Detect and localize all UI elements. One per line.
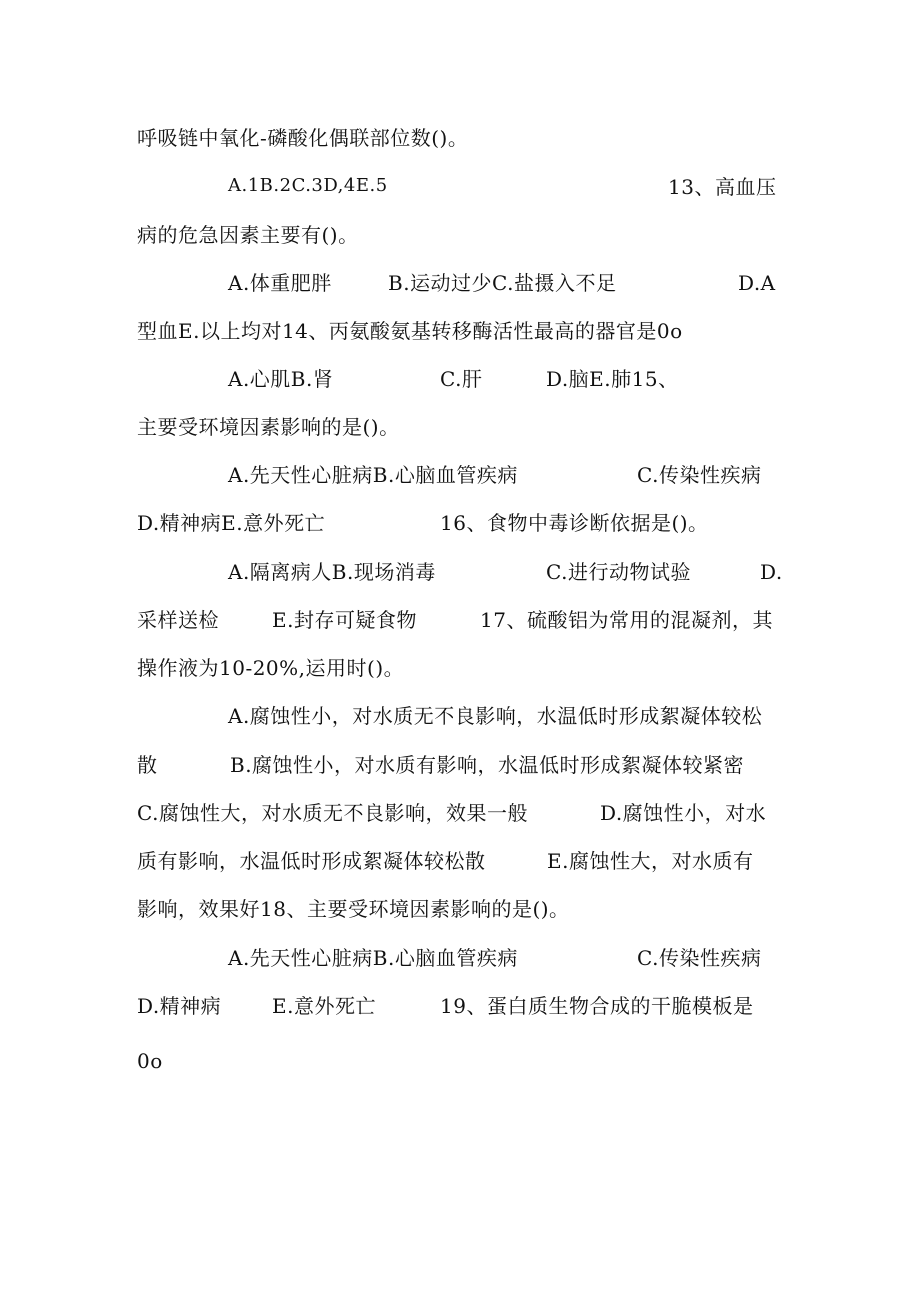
text-line: 13、高血压 <box>668 175 777 199</box>
text-line: D.精神病E.意外死亡 <box>137 511 326 535</box>
text-line: 病的危急因素主要有()。 <box>137 223 359 247</box>
text-line: 型血E.以上均对14、丙氨酸氨基转移酶活性最高的器官是0o <box>137 319 683 343</box>
text-line: E.意外死亡 <box>272 994 376 1018</box>
text-line: 19、蛋白质生物合成的干脆模板是 <box>440 994 754 1018</box>
text-line: E.封存可疑食物 <box>272 608 417 632</box>
text-line: 呼吸链中氧化-磷酸化偶联部位数()。 <box>137 126 469 150</box>
text-line: A.体重肥胖 <box>228 271 332 295</box>
text-line: 主要受环境因素影响的是()。 <box>137 415 400 439</box>
text-line: 质有影响，水温低时形成絮凝体较松散 <box>137 849 486 873</box>
text-line: 16、食物中毒诊断依据是()。 <box>440 511 709 535</box>
text-line: B.腐蚀性小，对水质有影响，水温低时形成絮凝体较紧密 <box>230 753 745 777</box>
text-line: C.传染性疾病 <box>637 946 762 970</box>
text-line: 采样送检 <box>137 608 219 632</box>
text-line: D.A <box>738 271 776 295</box>
text-line: D.腐蚀性小，对水 <box>600 801 767 825</box>
text-line: C.肝 <box>440 367 483 391</box>
text-line: 影响，效果好18、主要受环境因素影响的是()。 <box>137 897 570 921</box>
text-line: 操作液为10-20%,运用时()。 <box>137 656 405 680</box>
text-line: B.运动过少C.盐摄入不足 <box>388 271 617 295</box>
text-line: A.腐蚀性小，对水质无不良影响，水温低时形成絮凝体较松 <box>228 704 763 728</box>
text-line: 0o <box>137 1049 163 1073</box>
text-line: A.心肌B.肾 <box>228 367 334 391</box>
text-line: 17、硫酸铝为常用的混凝剂，其 <box>480 608 773 632</box>
text-line: D.精神病 <box>137 994 222 1018</box>
text-line: A.1B.2C.3D,4E.5 <box>228 175 388 196</box>
text-line: A.先天性心脏病B.心脑血管疾病 <box>228 946 518 970</box>
text-line: D.脑E.肺15、 <box>546 367 679 391</box>
text-line: C.传染性疾病 <box>637 463 762 487</box>
text-line: C.进行动物试验 <box>546 560 691 584</box>
text-line: A.隔离病人B.现场消毒 <box>228 560 436 584</box>
text-line: A.先天性心脏病B.心脑血管疾病 <box>228 463 518 487</box>
text-line: 散 <box>137 753 158 777</box>
text-line: D. <box>760 560 783 584</box>
text-line: E.腐蚀性大，对水质有 <box>547 849 754 873</box>
text-line: C.腐蚀性大，对水质无不良影响，效果一般 <box>137 801 528 825</box>
